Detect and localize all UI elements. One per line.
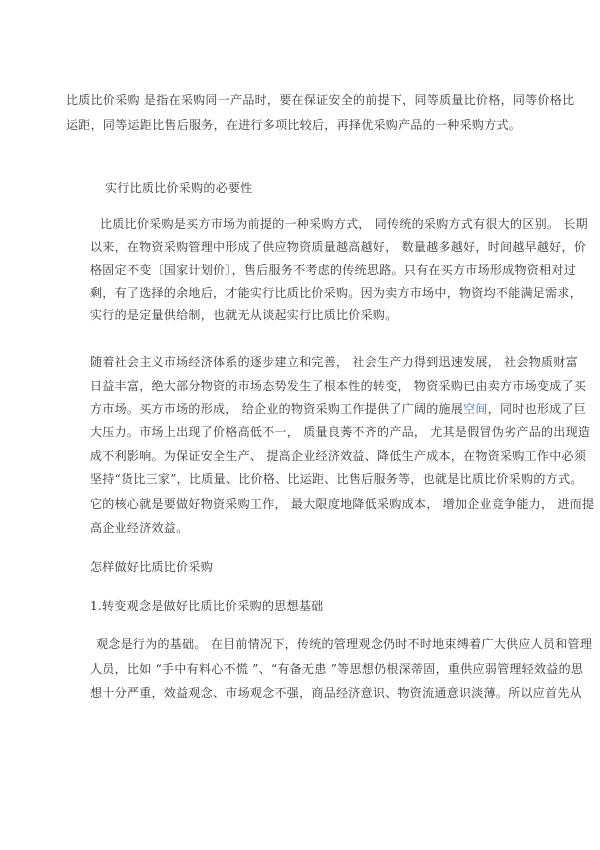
paragraph-text: 方市场。买方市场的形成， 给企业的物资采购工作提供了广阔的施展 bbox=[90, 402, 464, 416]
paragraph-line: 观念是行为的基础。 在目前情况下，传统的管理观念仍时不时地束缚着广大供应人员和管理 bbox=[96, 637, 593, 651]
paragraph-line: 剩，有了选择的余地后，才能实行比质比价采购。因为卖方市场中，物资均不能满足需求， bbox=[90, 286, 583, 300]
paragraph-line: 实行的是定量供给制，也就无从谈起实行比质比价采购。 bbox=[90, 308, 398, 322]
paragraph-line: 格固定不变〔国家计划价〕，售后服务不考虑的传统思路。只有在买方市场形成物资相对过 bbox=[90, 263, 577, 277]
section-heading-necessity: 实行比质比价采购的必要性 bbox=[105, 181, 253, 195]
paragraph-line: 人员，比如 “手中有料心不慌 ”、“有备无患 ”等思想仍根深蒂固，重供应弱管理轻效益的思 bbox=[90, 662, 584, 676]
intro-line-2: 运距，同等运距比售后服务，在进行多项比较后，再择优采购产品的一种采购方式。 bbox=[66, 118, 522, 132]
paragraph-line: 随着社会主义市场经济体系的逐步建立和完善， 社会生产力得到迅速发展， 社会物质财富 bbox=[90, 355, 578, 369]
paragraph-line: 以来，在物资采购管理中形成了供应物资质量越高越好， 数量越多越好，时间越早越好，价 bbox=[90, 240, 587, 254]
paragraph-line: 坚持“货比三家”，比质量、比价格、比运距、比售后服务等，也就是比质比价采购的方式。 bbox=[90, 472, 583, 486]
paragraph-line: 日益丰富，绝大部分物资的市场态势发生了根本性的转变， 物资采购已由卖方市场变成了买 bbox=[90, 379, 587, 393]
paragraph-line-with-link bbox=[90, 402, 586, 416]
space-link[interactable]: 空间 bbox=[463, 402, 488, 416]
subheading-mindset: 1.转变观念是做好比质比价采购的思想基础 bbox=[90, 599, 324, 613]
paragraph-line: 大压力。市场上出现了价格高低不一， 质量良莠不齐的产品， 尤其是假冒伪劣产品的出现造 bbox=[90, 425, 591, 439]
paragraph-line: 比质比价采购是买方市场为前提的一种采购方式， 同传统的采购方式有很大的区别。 长期 bbox=[100, 217, 588, 231]
paragraph-line: 它的核心就是要做好物资采购工作， 最大限度地降低采购成本， 增加企业竞争能力， 进而提 bbox=[90, 497, 595, 511]
intro-line-1: 比质比价采购 是指在采购同一产品时，要在保证安全的前提下，同等质量比价格，同等价格比 bbox=[66, 93, 575, 107]
paragraph-text: ，同时也形成了巨 bbox=[487, 402, 587, 416]
section-heading-how-to: 怎样做好比质比价采购 bbox=[90, 560, 214, 574]
paragraph-line: 高企业经济效益。 bbox=[90, 521, 189, 535]
paragraph-line: 成不利影响。为保证安全生产、 提高企业经济效益、降低生产成本，在物资采购工作中必须 bbox=[90, 449, 587, 463]
paragraph-line: 想十分严重，效益观念、市场观念不强，商品经济意识、物资流通意识淡薄。所以应首先从 bbox=[90, 686, 583, 700]
